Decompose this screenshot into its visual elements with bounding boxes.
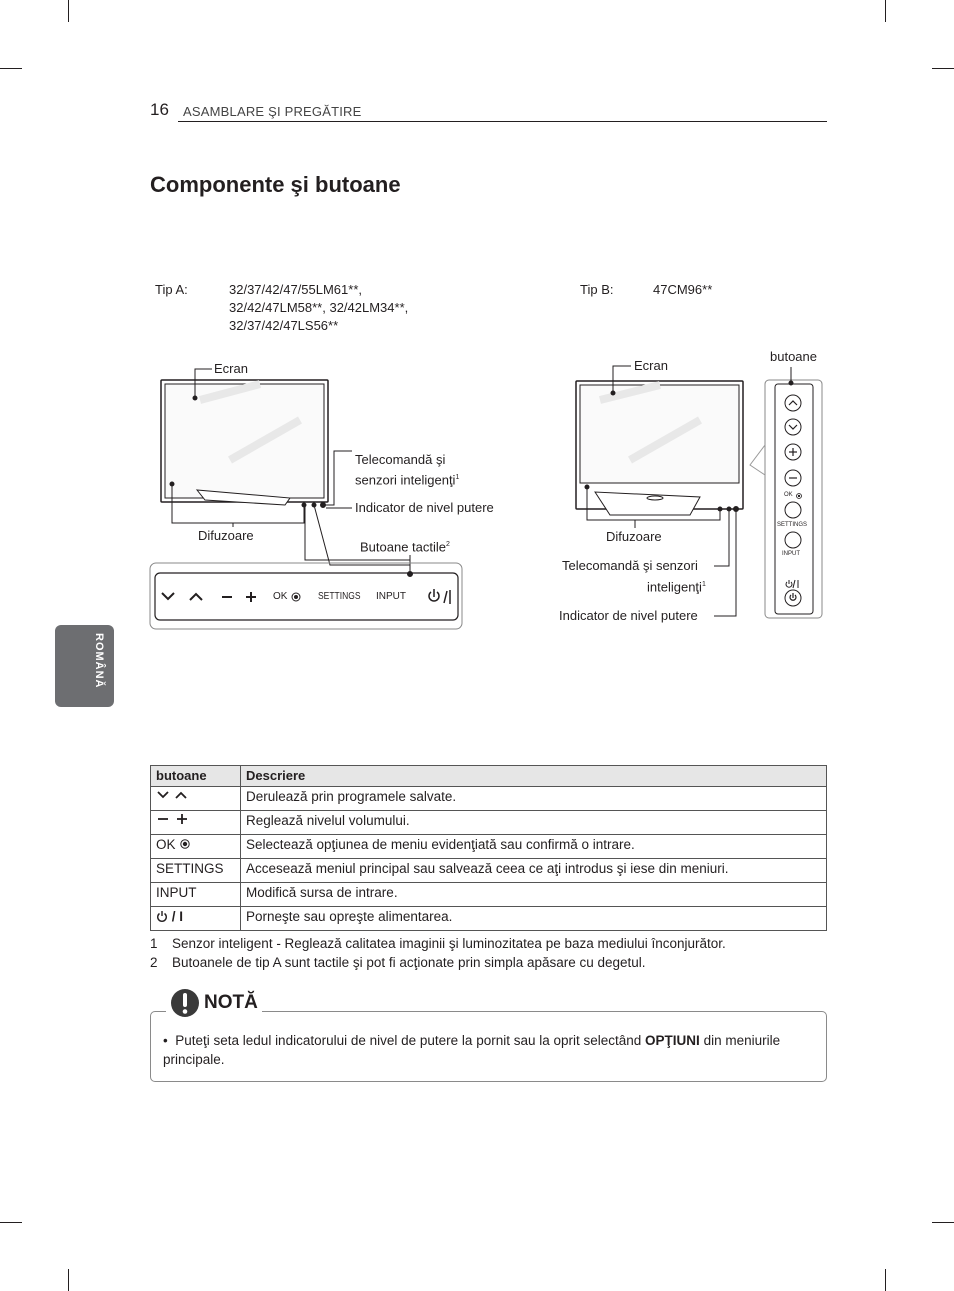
note-text-after: din meniurile principale. <box>163 1033 781 1067</box>
table-cell-desc: Reglează nivelul volumului. <box>241 811 827 835</box>
power-icon <box>156 910 168 922</box>
footnote-number: 1 <box>150 936 158 951</box>
table-cell-button <box>151 835 241 859</box>
panel-b-ok-label: OK <box>784 492 793 498</box>
footnote-text: Senzor inteligent - Reglează calitatea imaginii şi luminozitatea pe baza mediului înconjurător. <box>172 936 726 951</box>
table-cell-desc: Selectează opţiunea de meniu evidenţiată sau confirmă o intrare. <box>241 835 827 859</box>
diag-b-power-indicator-label: Indicator de nivel putere <box>559 608 698 623</box>
footnote-number: 2 <box>150 955 158 970</box>
table-row <box>151 859 827 883</box>
diag-b-remote-label-1: Telecomandă şi senzori <box>562 558 698 573</box>
note-text-bold: OPŢIUNI <box>645 1033 700 1048</box>
table-row <box>151 811 827 835</box>
panel-a-ok-label: OK <box>273 591 288 602</box>
type-a-model-2: 32/42/47LM58**, 32/42LM34**, <box>229 300 409 315</box>
diag-a-power-indicator-label: Indicator de nivel putere <box>355 500 494 515</box>
table-cell-button <box>151 907 241 931</box>
table-header-buttons: butoane <box>151 766 241 787</box>
table-cell-button: INPUT <box>151 883 241 907</box>
footnote-ref-2: 2 <box>446 541 450 548</box>
diag-b-remote-label-2: inteligenţi <box>647 579 702 595</box>
ok-label: OK <box>156 837 176 852</box>
table-row <box>151 883 827 907</box>
footnote-text: Butoanele de tip A sunt tactile şi pot fi acţionate prin simpla apăsare cu degetul. <box>172 955 646 970</box>
table-cell-desc: Modifică sursa de intrare. <box>241 883 827 907</box>
note-bullet: • <box>163 1033 168 1048</box>
table-cell-button <box>151 811 241 835</box>
table-cell-desc: Accesează meniul principal sau salvează ceea ce aţi introdus şi iese din meniuri. <box>241 859 827 883</box>
language-tab-label: ROMÂNĂ <box>93 633 105 689</box>
panel-a-settings-label: SETTINGS <box>318 591 361 602</box>
note-text <box>163 1031 823 1069</box>
panel-a-input-label: INPUT <box>376 591 406 602</box>
type-a-model-3: 32/37/42/47LS56** <box>229 318 339 333</box>
table-cell-button <box>151 787 241 811</box>
diag-a-screen-label: Ecran <box>214 361 248 376</box>
table-row <box>151 835 827 859</box>
diag-a-remote-label-1: Telecomandă şi <box>355 452 446 467</box>
diag-a-remote-label-2: senzori inteligenţi <box>355 472 456 488</box>
footnote-2 <box>150 953 646 972</box>
footnote-1 <box>150 934 726 953</box>
note-header <box>166 988 262 1018</box>
language-tab <box>55 625 114 707</box>
type-a-model-1: 32/37/42/47/55LM61**, <box>229 282 362 297</box>
footnote-ref-1b: 1 <box>701 581 706 588</box>
table-row <box>151 907 827 931</box>
diag-b-screen-label: Ecran <box>634 358 668 373</box>
section-title: ASAMBLARE ŞI PREGĂTIRE <box>183 104 362 119</box>
exclamation-icon <box>170 988 200 1018</box>
diag-b-buttons-label: butoane <box>770 349 817 364</box>
page-title: Componente şi butoane <box>150 172 401 197</box>
type-a-label: Tip A: <box>155 282 188 297</box>
buttons-table <box>150 765 827 931</box>
diag-a-speakers-label: Difuzoare <box>198 528 254 543</box>
diag-a-touch-label: Butoane tactile <box>360 539 447 555</box>
table-row <box>151 787 827 811</box>
table-cell-desc: Derulează prin programele salvate. <box>241 787 827 811</box>
panel-b-settings-label: SETTINGS <box>777 522 808 528</box>
panel-b-input-label: INPUT <box>782 551 800 557</box>
type-b-model: 47CM96** <box>653 282 713 297</box>
diag-b-speakers-label: Difuzoare <box>606 529 662 544</box>
page-number: 16 <box>150 100 169 119</box>
note-text-before: Puteţi seta ledul indicatorului de nivel de putere la pornit sau la oprit selectând <box>175 1033 646 1048</box>
table-header-description: Descriere <box>241 766 827 787</box>
table-cell-button: SETTINGS <box>151 859 241 883</box>
channel-down-up-icon <box>156 789 190 801</box>
note-title: NOTĂ <box>204 992 258 1013</box>
type-b-label: Tip B: <box>580 282 614 297</box>
ok-dot-icon <box>179 838 191 850</box>
volume-minus-plus-icon <box>156 813 190 825</box>
footnote-ref-1: 1 <box>455 474 460 481</box>
power-label: / I <box>171 909 184 924</box>
table-cell-desc: Porneşte sau opreşte alimentarea. <box>241 907 827 931</box>
